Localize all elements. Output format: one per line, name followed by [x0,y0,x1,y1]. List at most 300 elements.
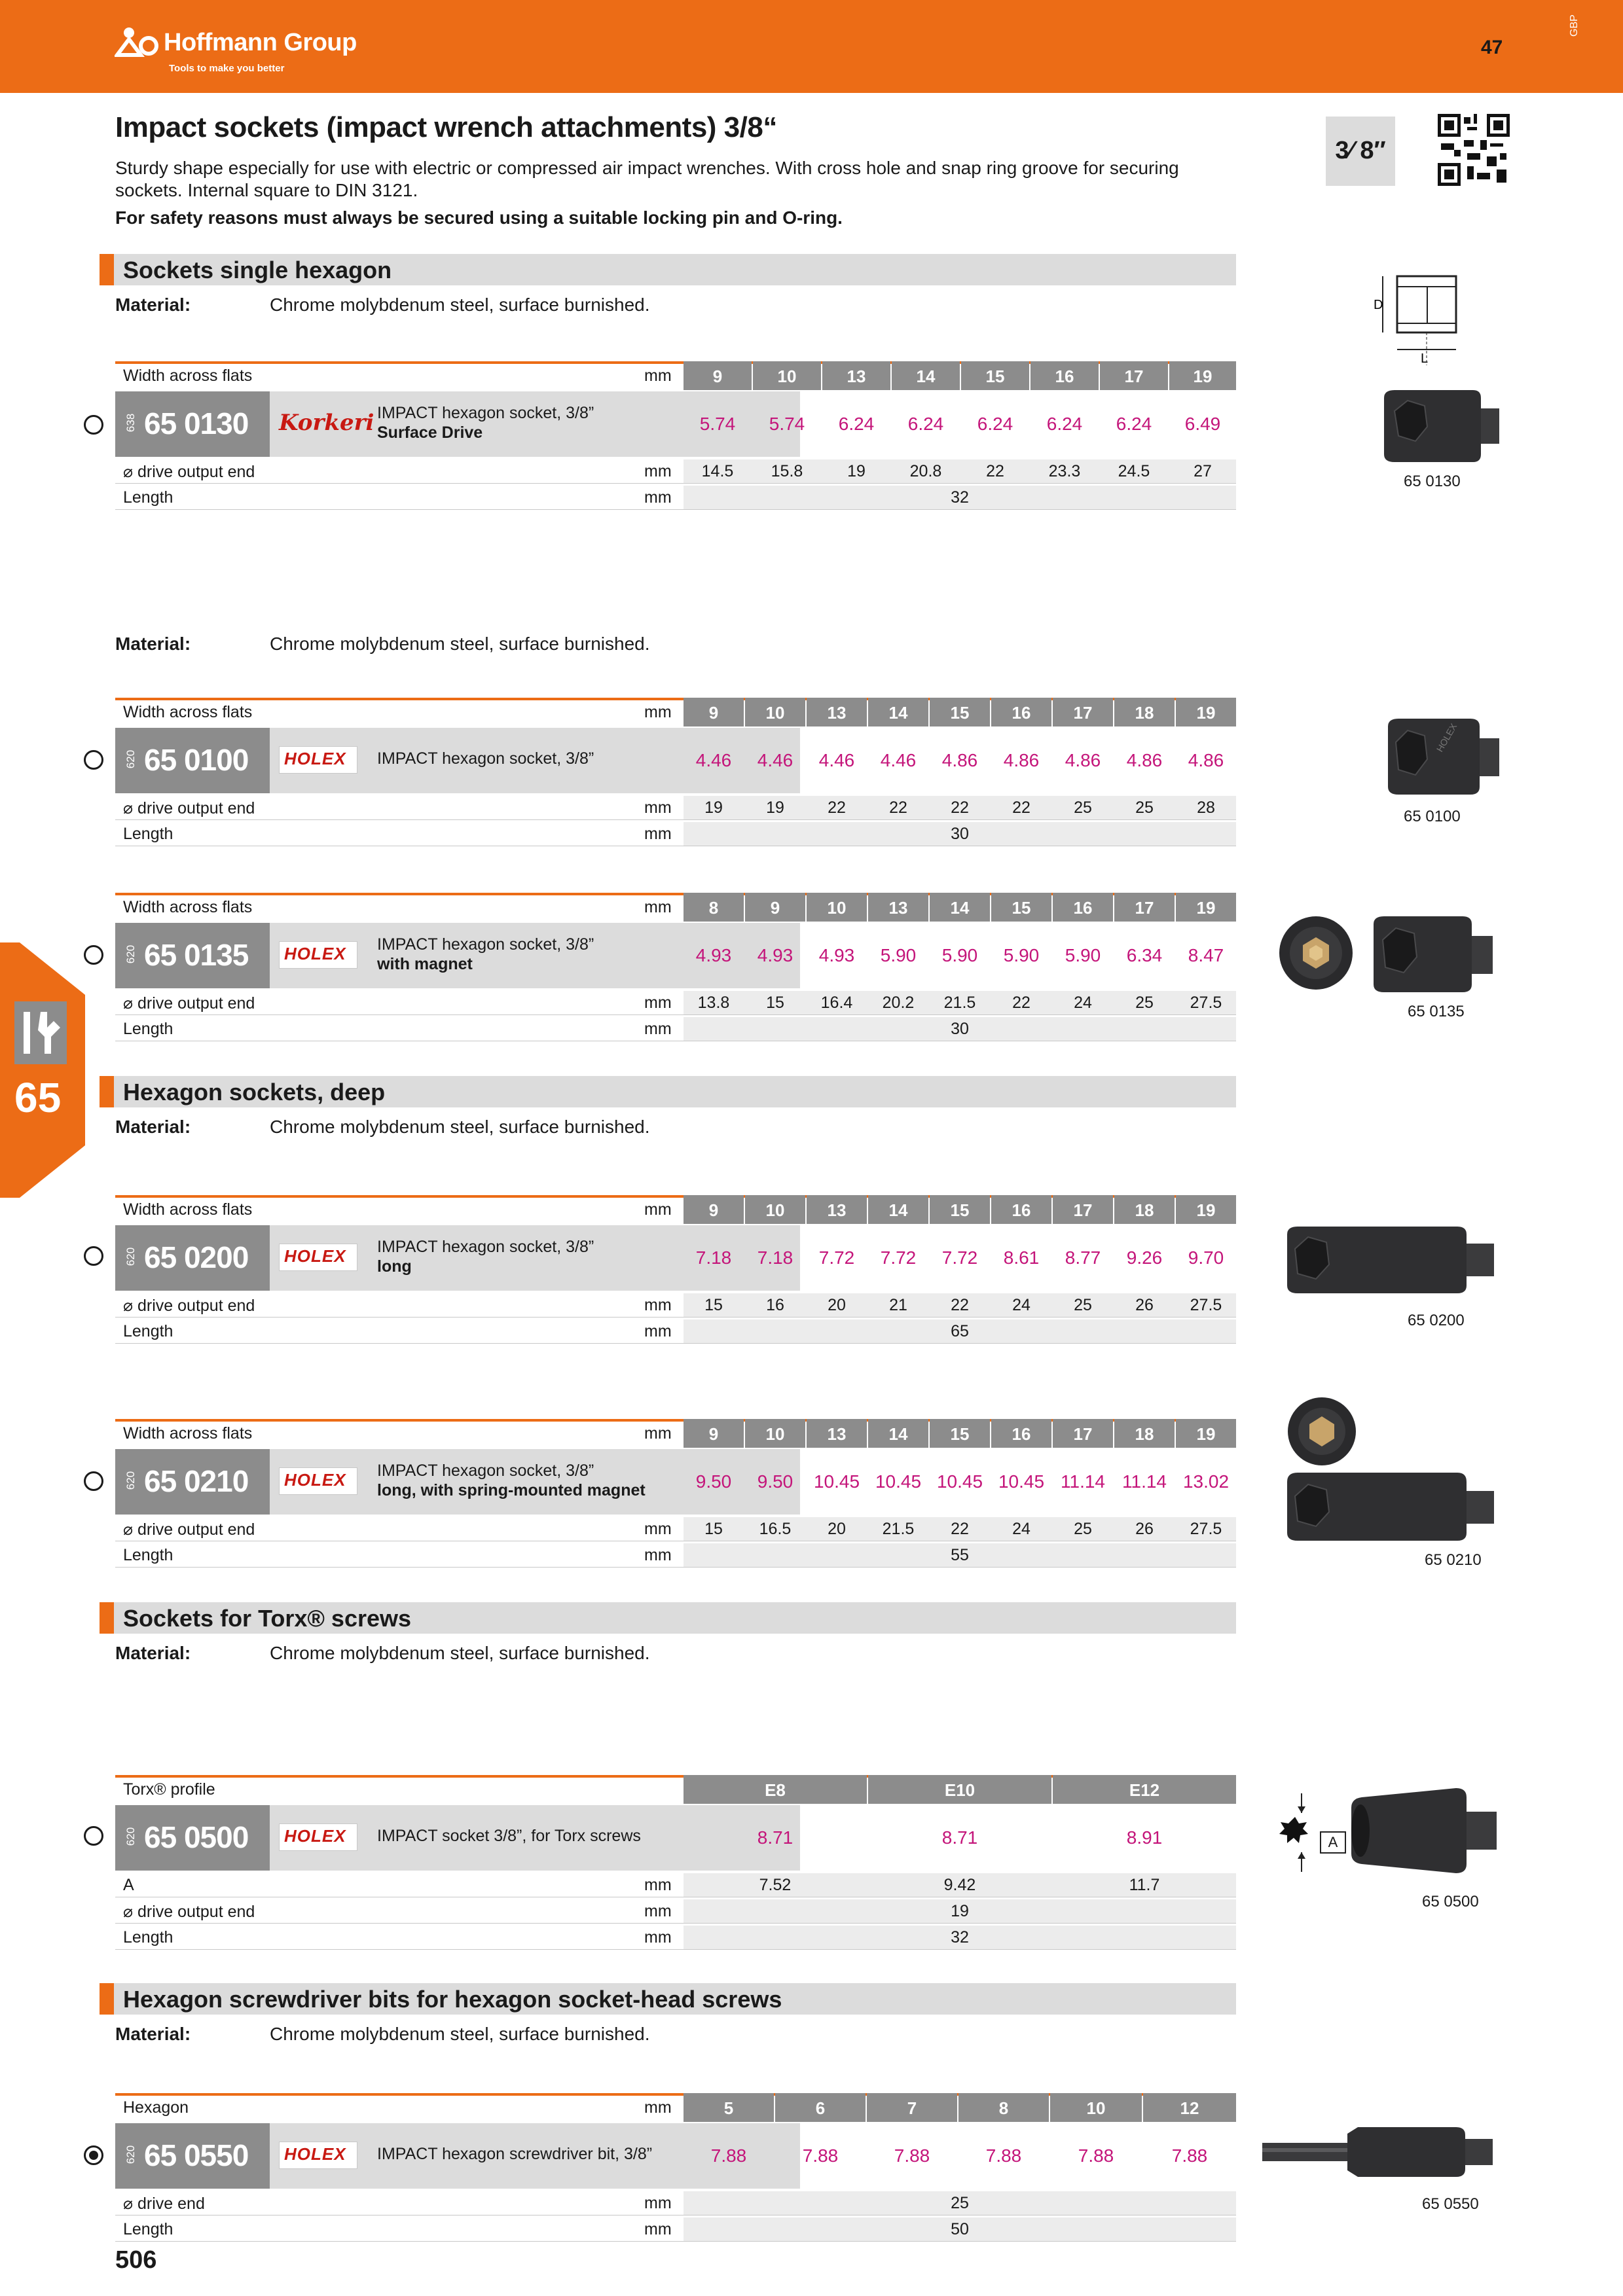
description-line: IMPACT socket 3/8”, for Torx screws [377,1827,641,1845]
price[interactable]: 7.88 [985,2145,1022,2166]
brand-name: Hoffmann Group [164,29,357,56]
drive-value: 19 [704,798,723,817]
size-header: 19 [1176,893,1236,922]
drive-value: 22 [951,1296,969,1314]
size-header: 10 [753,361,821,390]
price[interactable]: 8.77 [1065,1247,1101,1268]
size-header: 8 [684,893,744,922]
image-caption: 65 0200 [1408,1312,1465,1329]
drive-value: 27.5 [1190,1520,1222,1538]
drive-value: 19 [951,1902,969,1920]
section-accent [100,1602,114,1634]
image-caption: 65 0210 [1425,1551,1482,1569]
drive-value: 16.4 [820,994,853,1012]
length-value: 32 [951,488,969,507]
socket-end-view-image [1277,914,1355,992]
price[interactable]: 6.34 [1126,945,1163,965]
price[interactable]: 4.46 [818,750,855,770]
row-rule [115,1317,1236,1318]
header-row [115,698,1236,726]
drive-value: 27.5 [1190,994,1222,1012]
drive-value: 22 [828,798,846,817]
product-mark: 638 [124,413,137,433]
price[interactable]: 8.71 [941,1827,978,1848]
drive-value: 25 [1074,1296,1092,1314]
description-variant: long [377,1257,412,1276]
size-header: 15 [930,1195,990,1224]
price[interactable]: 10.45 [998,1471,1045,1492]
size-header: 13 [807,1195,867,1224]
drive-value: 16 [766,1296,784,1314]
drive-value: 20.8 [909,462,942,480]
size-header: 10 [1050,2093,1142,2122]
unit-label: mm [644,1902,672,1920]
size-header: 9 [745,893,805,922]
image-caption: 65 0550 [1422,2195,1479,2213]
size-header: 7 [867,2093,957,2122]
price[interactable]: 6.49 [1184,414,1221,434]
price[interactable]: 7.18 [757,1247,793,1268]
price[interactable]: 4.86 [1003,750,1040,770]
section-heading-deep [100,1076,1236,1107]
price[interactable]: 11.14 [1061,1471,1105,1492]
size-header: 6 [775,2093,866,2122]
section-heading-bits [100,1983,1236,2015]
description-line: IMPACT hexagon screwdriver bit, 3/8” [377,2145,653,2163]
row-label: Width across flats [123,367,253,385]
product-select-radio[interactable] [84,1246,103,1266]
price[interactable]: 7.88 [1078,2145,1114,2166]
material-label: Material: [115,295,191,315]
drive-value: 13.8 [697,994,730,1012]
price[interactable]: 4.86 [1065,750,1101,770]
header-row [115,1419,1236,1448]
price[interactable]: 6.24 [907,414,944,434]
length-row [115,2217,1236,2241]
drive-value: 22 [889,798,907,817]
row-label: Length [123,1928,173,1946]
row-label: ⌀ drive output end [123,1903,255,1921]
unit-label: mm [644,825,672,843]
section-heading-single-hexagon [100,254,1236,285]
unit-label: mm [644,1322,672,1340]
unit-label: mm [644,1200,672,1219]
length-row [115,822,1236,846]
length-value: 30 [951,1020,969,1038]
material-value: Chrome molybdenum steel, surface burnished. [270,2024,650,2044]
price[interactable]: 5.74 [699,414,736,434]
drive-value: 20 [828,1520,846,1538]
size-header: 19 [1169,361,1236,390]
price[interactable]: 9.50 [695,1471,732,1492]
size-header: 17 [1053,1419,1113,1448]
drive-value: 22 [951,798,969,817]
brand-tagline: Tools to make you better [169,63,285,74]
size-header: 14 [868,1195,928,1224]
product-description [377,1461,646,1500]
price[interactable]: 8.71 [757,1827,793,1848]
size-header: 16 [1053,893,1113,922]
price[interactable]: 7.72 [880,1247,917,1268]
product-mark: 620 [124,1471,137,1490]
drive-value: 15.8 [771,462,803,480]
product-description [377,1237,594,1276]
drive-value: 26 [1135,1296,1154,1314]
unit-label: mm [644,703,672,721]
drive-value: 21 [889,1296,907,1314]
material-label: Material: [115,1643,191,1663]
product-row[interactable] [115,1805,1236,1871]
price[interactable]: 7.18 [695,1247,732,1268]
socket-end-view-image [1286,1395,1358,1467]
size-header: 15 [961,361,1029,390]
image-caption: 65 0500 [1422,1893,1479,1910]
drive-row [115,1293,1236,1317]
size-header: 17 [1053,698,1113,726]
description-line: IMPACT hexagon socket, 3/8” [377,935,594,954]
size-header: 16 [991,1195,1051,1224]
socket-image-650100 [1379,713,1503,800]
size-header: E12 [1053,1775,1236,1804]
price[interactable]: 4.93 [695,945,732,965]
price[interactable]: 5.90 [880,945,917,965]
row-rule [115,1567,1236,1568]
chapter-tools-icon [14,1001,67,1064]
row-label: Length [123,2220,173,2238]
unit-label: mm [644,2194,672,2212]
product-code[interactable]: 65 0500 [144,1820,249,1854]
length-row [115,1319,1236,1343]
row-label: ⌀ drive output end [123,1520,255,1539]
header-row [115,1195,1236,1224]
size-header: E10 [868,1775,1051,1804]
row-label: Width across flats [123,1424,253,1443]
size-header: 10 [745,1195,805,1224]
row-label: Length [123,825,173,843]
size-header: 13 [868,893,928,922]
drive-value: 15 [704,1296,723,1314]
length-row [115,1926,1236,1949]
section-accent [100,1076,114,1107]
dim-a-label: A [1320,1831,1346,1854]
description-variant: with magnet [377,955,473,973]
drive-row [115,1899,1236,1923]
page-number-top: 47 [1481,37,1503,58]
drive-value: 25 [1074,1520,1092,1538]
size-header: 19 [1176,1195,1236,1224]
unit-label: mm [644,1546,672,1564]
drive-value: 22 [1012,798,1030,817]
safety-note: For safety reasons must always be secured using a suitable locking pin and O-ring. [115,207,843,228]
price[interactable]: 4.86 [941,750,978,770]
drive-value: 19 [766,798,784,817]
size-header: 15 [991,893,1051,922]
dimension-drawing-socket [1368,267,1467,365]
a-value: 11.7 [1129,1876,1160,1894]
length-value: 65 [951,1322,969,1340]
product-code[interactable]: 65 0130 [144,406,249,440]
chapter-side-tab [0,942,85,1198]
row-label: Width across flats [123,703,253,721]
price[interactable]: 7.72 [818,1247,855,1268]
drive-value: 21.5 [943,994,976,1012]
product-description [377,935,594,974]
socket-image-650130 [1375,386,1503,465]
a-value: 7.52 [759,1876,792,1894]
price[interactable]: 8.91 [1126,1827,1163,1848]
row-label: ⌀ drive output end [123,463,255,481]
section-accent [100,254,114,285]
unit-label: mm [644,798,672,817]
price[interactable]: 9.50 [757,1471,793,1492]
drive-value: 22 [951,1520,969,1538]
section-label: Hexagon screwdriver bits for hexagon socket-head screws [123,1986,782,2013]
drive-value: 21.5 [882,1520,915,1538]
size-header: 16 [991,698,1051,726]
product-row[interactable] [115,391,1236,457]
unit-label: mm [644,1424,672,1443]
row-label: Width across flats [123,1200,253,1219]
material-label: Material: [115,634,191,654]
row-rule [115,1343,1236,1344]
unit-label: mm [644,488,672,507]
product-mark: 620 [124,749,137,769]
size-header: 10 [807,893,867,922]
size-header: 13 [807,698,867,726]
size-header: 9 [684,361,752,390]
size-header: 19 [1176,1419,1236,1448]
price[interactable]: 4.46 [695,750,732,770]
length-value: 50 [951,2220,969,2238]
drive-value: 15 [704,1520,723,1538]
size-header: 15 [930,698,990,726]
header-row [115,361,1236,390]
product-description [377,1826,641,1846]
row-rule [115,2241,1236,2242]
size-header: 5 [684,2093,774,2122]
unit-label: mm [644,367,672,385]
price[interactable]: 8.47 [1188,945,1224,965]
price[interactable]: 9.70 [1188,1247,1224,1268]
product-select-radio[interactable] [84,1471,103,1491]
product-row[interactable] [115,2123,1236,2189]
a-row [115,1873,1236,1897]
size-header: 9 [684,1419,744,1448]
brand-name: HOLEX [284,1246,346,1266]
drive-value: 22 [1012,994,1030,1012]
drive-value: 25 [1135,798,1154,817]
product-code[interactable]: 65 0200 [144,1240,249,1274]
size-header: 9 [684,1195,744,1224]
size-header: 16 [1030,361,1099,390]
product-select-radio[interactable] [84,2145,103,2165]
size-header: 16 [991,1419,1051,1448]
product-code[interactable]: 65 0100 [144,743,249,777]
price[interactable]: 7.72 [941,1247,978,1268]
row-label: Width across flats [123,898,253,916]
qr-code-icon[interactable] [1438,114,1510,186]
section-label: Sockets single hexagon [123,257,392,283]
size-header: 10 [745,698,805,726]
drive-value: 25 [1074,798,1092,817]
intro-text: Sturdy shape especially for use with electric or compressed air impact wrenches. With cross hole and snap ring groove for securing sockets. Internal square to DIN 3121. [115,158,1179,200]
price[interactable]: 7.88 [1171,2145,1208,2166]
size-header: 19 [1176,698,1236,726]
price[interactable]: 4.93 [757,945,793,965]
material-value: Chrome molybdenum steel, surface burnished. [270,1643,650,1663]
size-header: 17 [1100,361,1168,390]
drive-value: 28 [1197,798,1215,817]
row-label: Length [123,1020,173,1038]
row-label: Hexagon [123,2098,189,2117]
size-header: 8 [958,2093,1049,2122]
material-label: Material: [115,2024,191,2044]
size-header: 18 [1114,1195,1175,1224]
price[interactable]: 9.26 [1126,1247,1163,1268]
drive-value: 22 [986,462,1004,480]
language-code: GBP [1569,14,1580,37]
product-row[interactable] [115,1449,1236,1515]
length-row [115,1017,1236,1041]
unit-label: mm [644,462,672,480]
section-accent [100,1983,114,2015]
row-label: Length [123,1322,173,1340]
size-header: 9 [684,698,744,726]
product-mark: 620 [124,1827,137,1846]
torx-profile-icon [1270,1793,1320,1872]
price[interactable]: 4.86 [1188,750,1224,770]
price[interactable]: 10.45 [813,1471,860,1492]
page-title: Impact sockets (impact wrench attachments) 3/8“ [115,111,777,143]
product-select-radio[interactable] [84,415,103,435]
price[interactable]: 11.14 [1122,1471,1167,1492]
price[interactable]: 5.90 [1003,945,1040,965]
section-heading-torx [100,1602,1236,1634]
a-value: 9.42 [943,1876,976,1894]
size-header: 14 [868,698,928,726]
bit-image-650550 [1260,2119,1508,2185]
price[interactable]: 7.88 [894,2145,930,2166]
image-caption: 65 0130 [1404,473,1461,490]
svg-text:HOLEX: HOLEX [1434,721,1459,754]
size-header: 13 [822,361,890,390]
section-label: Sockets for Torx® screws [123,1605,412,1632]
drive-value: 19 [847,462,866,480]
drive-value: 27 [1194,462,1212,480]
description-line: IMPACT hexagon socket, 3/8” [377,749,594,768]
row-rule [115,1949,1236,1950]
unit-label: mm [644,1520,672,1538]
image-caption: 65 0100 [1404,808,1461,825]
page-number: 506 [115,2246,157,2274]
product-row[interactable] [115,1225,1236,1291]
product-row[interactable] [115,728,1236,793]
product-row[interactable] [115,923,1236,988]
product-description [377,403,594,442]
brand-name: HOLEX [284,1470,346,1490]
description-line: IMPACT hexagon socket, 3/8” [377,404,594,422]
product-description [377,749,594,768]
drive-value: 25 [951,2194,969,2212]
row-label: Length [123,488,173,507]
price[interactable]: 10.45 [875,1471,922,1492]
price[interactable]: 4.86 [1126,750,1163,770]
price[interactable]: 5.90 [1065,945,1101,965]
price[interactable]: 4.46 [757,750,793,770]
dim-d-label: D [1374,298,1383,312]
product-select-radio[interactable] [84,750,103,770]
drive-row [115,459,1236,483]
drive-value: 14.5 [701,462,734,480]
header-row [115,2093,1236,2122]
row-rule [115,819,1236,820]
size-header: 18 [1114,698,1175,726]
material-value: Chrome molybdenum steel, surface burnished. [270,295,650,315]
image-caption: 65 0135 [1408,1003,1465,1020]
product-mark: 620 [124,1247,137,1266]
size-header: 17 [1114,893,1175,922]
drive-value: 23.3 [1048,462,1081,480]
drive-value: 26 [1135,1520,1154,1538]
unit-label: mm [644,898,672,916]
unit-label: mm [644,1296,672,1314]
product-code[interactable]: 65 0135 [144,938,249,972]
drive-value: 15 [766,994,784,1012]
socket-image-650135 [1364,911,1499,997]
drive-value: 24 [1074,994,1092,1012]
price[interactable]: 6.24 [838,414,875,434]
unit-label: mm [644,1928,672,1946]
length-value: 30 [951,825,969,843]
description-line: IMPACT hexagon socket, 3/8” [377,1462,594,1480]
price[interactable]: 5.90 [941,945,978,965]
length-row [115,486,1236,509]
drive-value: 16.5 [759,1520,792,1538]
price[interactable]: 13.02 [1182,1471,1230,1492]
unit-label: mm [644,2098,672,2117]
price[interactable]: 10.45 [936,1471,983,1492]
size-header: 13 [807,1419,867,1448]
description-line: IMPACT hexagon socket, 3/8” [377,1238,594,1256]
brand-name: HOLEX [284,749,346,768]
drive-value: 24 [1012,1296,1030,1314]
length-row [115,1543,1236,1567]
product-code[interactable]: 65 0550 [144,2138,249,2172]
product-description [377,2144,652,2164]
product-code[interactable]: 65 0210 [144,1464,249,1498]
brand-logo-korkeri: Korkeri [279,410,374,436]
row-label: ⌀ drive output end [123,1297,255,1315]
price[interactable]: 4.46 [880,750,917,770]
unit-label: mm [644,2220,672,2238]
row-label: A [123,1876,134,1894]
price[interactable]: 6.24 [1116,414,1152,434]
price[interactable]: 8.61 [1003,1247,1040,1268]
size-header: 18 [1114,1419,1175,1448]
hoffmann-logo-icon [115,26,162,58]
price[interactable]: 7.88 [710,2145,747,2166]
price[interactable]: 6.24 [1046,414,1083,434]
price[interactable]: 4.93 [818,945,855,965]
product-select-radio[interactable] [84,945,103,965]
material-value: Chrome molybdenum steel, surface burnished. [270,634,650,654]
price[interactable]: 5.74 [769,414,805,434]
socket-image-650500 [1345,1782,1508,1880]
product-select-radio[interactable] [84,1826,103,1846]
row-rule [115,1014,1236,1015]
price[interactable]: 7.88 [802,2145,839,2166]
price[interactable]: 6.24 [977,414,1013,434]
